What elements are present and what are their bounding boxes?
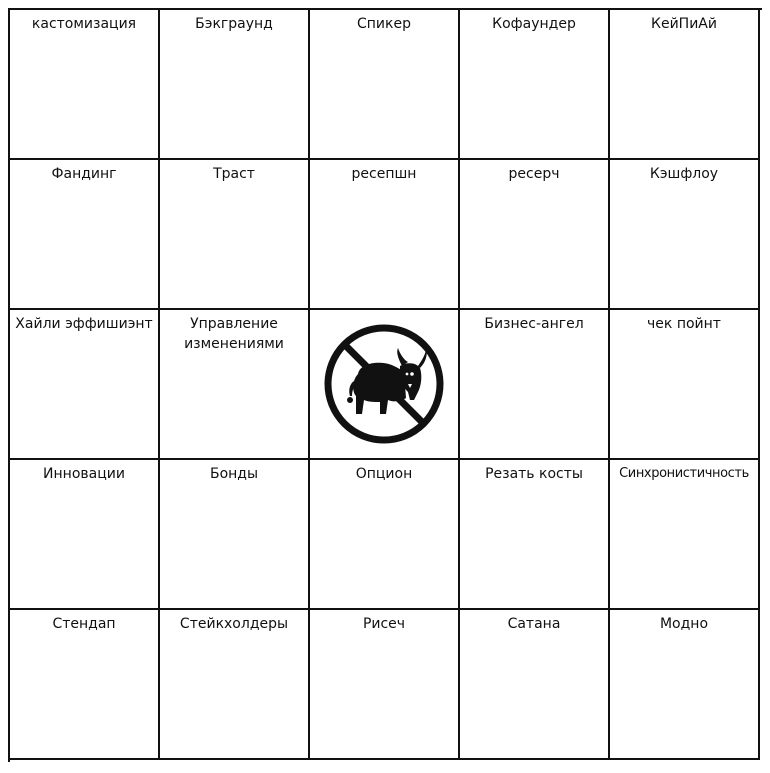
cell-label: Сатана: [507, 616, 561, 632]
bingo-cell[interactable]: [460, 310, 610, 460]
bingo-cell[interactable]: [160, 10, 310, 160]
bingo-cell[interactable]: [610, 310, 760, 460]
cell-label: ресерч: [508, 166, 560, 182]
bingo-cell[interactable]: [610, 160, 760, 310]
cell-label: Рисеч: [362, 616, 406, 632]
bingo-cell[interactable]: [610, 10, 760, 160]
bingo-cell[interactable]: [160, 610, 310, 760]
no-bull-icon: [322, 322, 446, 446]
cell-label: Бонды: [209, 466, 259, 482]
cell-label: Инновации: [43, 466, 125, 482]
cell-label: Кэшфлоу: [649, 166, 719, 182]
cell-label: Модно: [659, 616, 709, 632]
free-space-cell[interactable]: [310, 310, 460, 460]
bingo-cell[interactable]: [10, 10, 160, 160]
cell-label: Синхронистичность: [619, 466, 749, 481]
bingo-cell[interactable]: [160, 160, 310, 310]
bingo-cell[interactable]: [460, 460, 610, 610]
cell-label: Стейкхолдеры: [179, 616, 289, 632]
cell-label: Траст: [213, 166, 255, 182]
bingo-cell[interactable]: [460, 10, 610, 160]
cell-label: Стендап: [52, 616, 116, 632]
bingo-cell[interactable]: [460, 160, 610, 310]
bingo-cell[interactable]: [310, 610, 460, 760]
cell-label: Хайли эффишиэнт: [15, 316, 153, 332]
bingo-cell[interactable]: [160, 460, 310, 610]
bingo-cell[interactable]: [610, 610, 760, 760]
cell-label: Резать косты: [485, 466, 583, 482]
bingo-cell[interactable]: [460, 610, 610, 760]
cell-label: Спикер: [357, 16, 411, 32]
bingo-cell[interactable]: [10, 460, 160, 610]
bingo-cell[interactable]: [10, 310, 160, 460]
cell-label: Опцион: [355, 466, 413, 482]
cell-label: Кофаундер: [492, 16, 576, 32]
bingo-cell[interactable]: [10, 610, 160, 760]
cell-label: КейПиАй: [651, 16, 717, 32]
cell-label: Управление изменениями: [184, 316, 284, 352]
bingo-cell[interactable]: [310, 10, 460, 160]
cell-label: кастомизация: [31, 16, 137, 32]
cell-label: Бэкграунд: [195, 16, 273, 32]
cell-label: ресепшн: [351, 166, 417, 182]
bingo-board: [8, 8, 762, 762]
bingo-cell[interactable]: [310, 160, 460, 310]
bingo-cell[interactable]: [160, 310, 310, 460]
cell-label: Фандинг: [51, 166, 117, 182]
bingo-cell[interactable]: [310, 460, 460, 610]
bingo-cell[interactable]: [10, 160, 160, 310]
cell-label: Бизнес-ангел: [484, 316, 584, 332]
cell-label: чек пойнт: [647, 316, 721, 332]
bingo-cell[interactable]: [610, 460, 760, 610]
